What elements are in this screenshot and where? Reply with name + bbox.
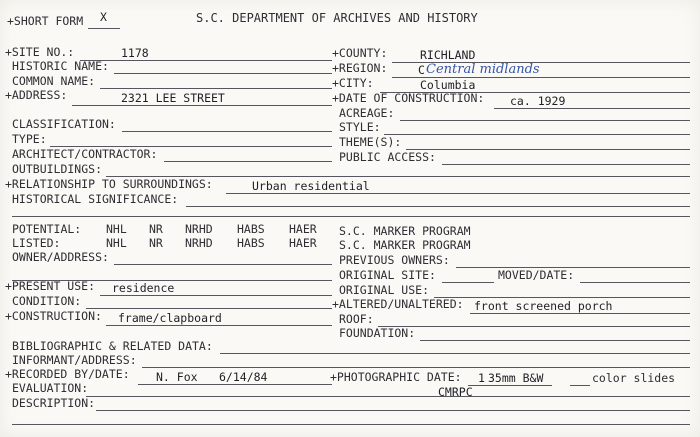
potential-habs: HABS: [237, 222, 265, 236]
date-construction-label: +DATE OF CONSTRUCTION:: [332, 91, 485, 105]
acreage-label: ACREAGE:: [339, 106, 395, 120]
address-label: +ADDRESS:: [5, 88, 68, 102]
date-construction-value: ca. 1929: [510, 94, 566, 108]
bibliographic-label: BIBLIOGRAPHIC & RELATED DATA:: [12, 339, 213, 353]
date-construction-line: [494, 108, 690, 109]
style-label: STYLE:: [339, 120, 381, 134]
recorded-by-line: [138, 384, 332, 385]
site-no-line: [80, 60, 332, 61]
short-form-label: +SHORT FORM: [7, 14, 84, 28]
site-no-value: 1178: [121, 46, 149, 60]
listed-nr: NR: [149, 236, 163, 250]
evaluation-line: [86, 396, 690, 397]
outbuildings-label: OUTBUILDINGS:: [12, 162, 103, 176]
present-use-line: [100, 295, 332, 296]
potential-nhl: NHL: [106, 222, 127, 236]
public-access-line: [442, 164, 690, 165]
roof-label: ROOF:: [339, 312, 374, 326]
county-value: RICHLAND: [420, 48, 476, 62]
listed-haer: HAER: [289, 236, 317, 250]
city-value: Columbia: [420, 78, 476, 92]
relationship-line: [226, 193, 690, 194]
historic-name-line: [114, 73, 332, 74]
moved-date-label: MOVED/DATE:: [498, 268, 575, 282]
present-use-value: residence: [112, 281, 175, 295]
altered-value: front screened porch: [474, 299, 613, 313]
common-name-line: [100, 88, 332, 89]
historic-name-label: HISTORIC NAME:: [12, 59, 109, 73]
owner-line: [114, 264, 332, 265]
county-label: +COUNTY:: [332, 46, 388, 60]
page-title: S.C. DEPARTMENT OF ARCHIVES AND HISTORY: [196, 11, 478, 25]
listed-label: LISTED:: [12, 236, 61, 250]
altered-line: [470, 313, 690, 314]
listed-habs: HABS: [237, 236, 265, 250]
significance-line-2: [12, 216, 690, 217]
recorded-by-name: N. Fox: [156, 370, 198, 384]
public-access-label: PUBLIC ACCESS:: [339, 150, 436, 164]
significance-line: [186, 206, 690, 207]
photographic-count: 1: [478, 371, 485, 385]
region-typed-value: C: [418, 63, 425, 77]
acreage-line: [400, 120, 690, 121]
evaluation-label: EVALUATION:: [12, 381, 89, 395]
photographic-color: color slides: [592, 371, 676, 385]
listed-nhl: NHL: [106, 236, 127, 250]
themes-line: [406, 149, 690, 150]
construction-value: frame/clapboard: [118, 311, 222, 325]
themes-label: THEME(S):: [339, 135, 402, 149]
short-form-value: X: [100, 10, 107, 24]
original-site-label: ORIGINAL SITE:: [339, 268, 436, 282]
present-use-label: +PRESENT USE:: [5, 279, 96, 293]
original-use-label: ORIGINAL USE:: [339, 283, 430, 297]
construction-label: +CONSTRUCTION:: [5, 309, 102, 323]
listed-marker: S.C. MARKER PROGRAM: [339, 238, 471, 252]
potential-haer: HAER: [289, 222, 317, 236]
bibliographic-line: [220, 353, 690, 354]
photographic-agency: CMRPC: [438, 385, 473, 399]
foundation-line: [420, 340, 690, 341]
altered-label: +ALTERED/UNALTERED:: [332, 297, 464, 311]
type-label: TYPE:: [12, 132, 47, 146]
owner-label: OWNER/ADDRESS:: [12, 250, 109, 264]
significance-label: HISTORICAL SIGNIFICANCE:: [12, 192, 179, 206]
condition-line: [86, 308, 332, 309]
classification-line: [122, 131, 332, 132]
style-line: [384, 134, 690, 135]
description-line-2: [12, 424, 690, 425]
potential-label: POTENTIAL:: [12, 222, 82, 236]
region-label: +REGION:: [332, 61, 388, 75]
recorded-by-date: 6/14/84: [219, 370, 268, 384]
foundation-label: FOUNDATION:: [339, 326, 416, 340]
region-handwritten-value: Central midlands: [426, 62, 540, 77]
moved-date-line: [580, 282, 690, 283]
architect-line: [164, 161, 332, 162]
photographic-film-line: [468, 385, 552, 386]
relationship-label: +RELATIONSHIP TO SURROUNDINGS:: [5, 177, 213, 191]
classification-label: CLASSIFICATION:: [12, 117, 116, 131]
listed-nrhd: NRHD: [185, 236, 213, 250]
construction-line: [106, 325, 332, 326]
potential-nr: NR: [149, 222, 163, 236]
recorded-by-label: +RECORDED BY/DATE:: [5, 367, 130, 381]
photographic-film: 35mm B&W: [488, 371, 544, 385]
condition-label: CONDITION:: [12, 294, 82, 308]
short-form-line: [88, 28, 120, 29]
potential-marker: S.C. MARKER PROGRAM: [339, 224, 471, 238]
address-line: [72, 105, 332, 106]
common-name-label: COMMON NAME:: [12, 74, 96, 88]
original-site-line: [442, 282, 494, 283]
photographic-date-label: +PHOTOGRAPHIC DATE:: [330, 370, 462, 384]
roof-line: [378, 326, 690, 327]
previous-owners-label: PREVIOUS OWNERS:: [339, 253, 450, 267]
informant-label: INFORMANT/ADDRESS:: [12, 353, 137, 367]
potential-nrhd: NRHD: [185, 222, 213, 236]
address-value: 2321 LEE STREET: [121, 91, 225, 105]
description-label: DESCRIPTION:: [12, 396, 96, 410]
informant-line: [142, 367, 690, 368]
city-label: +CITY:: [332, 76, 374, 90]
relationship-value: Urban residential: [252, 179, 370, 193]
original-use-line: [434, 297, 690, 298]
site-no-label: +SITE NO.:: [5, 45, 75, 59]
description-line: [96, 410, 690, 411]
color-slides-blank: [570, 385, 590, 386]
architect-label: ARCHITECT/CONTRACTOR:: [12, 147, 158, 161]
